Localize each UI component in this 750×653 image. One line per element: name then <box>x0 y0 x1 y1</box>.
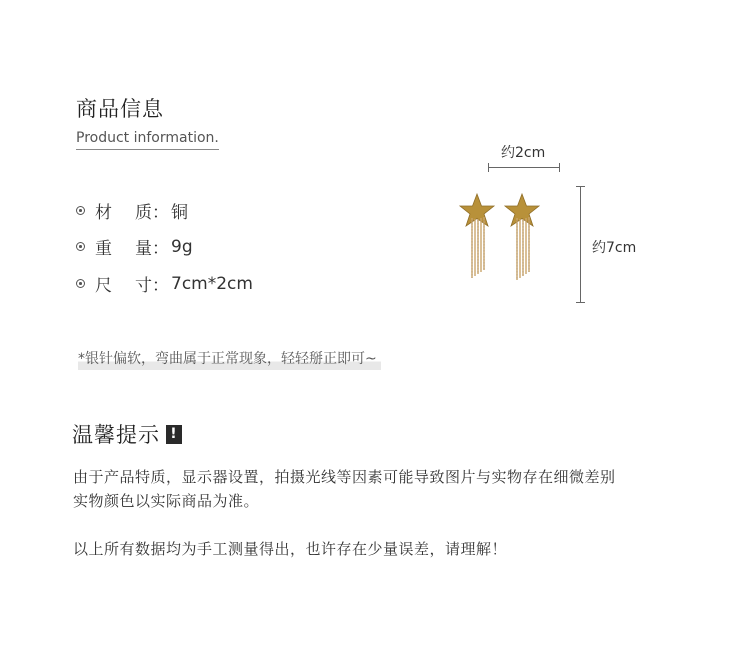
spec-label: 重 量： <box>95 239 169 259</box>
care-note: *银针偏软，弯曲属于正常现象，轻轻掰正即可~ <box>78 348 381 370</box>
spec-label: 材 质： <box>95 203 169 223</box>
spec-row-material <box>76 198 188 223</box>
spec-value: 7cm*2cm <box>171 273 253 294</box>
page-title: 商品信息 <box>76 97 164 121</box>
height-dimension-line <box>580 186 581 303</box>
tips-line: 由于产品特质，显示器设置，拍摄光线等因素可能导致图片与实物存在细微差别 <box>73 468 616 486</box>
spec-value: 铜 <box>171 203 188 223</box>
tips-paragraph-1 <box>73 465 616 513</box>
warning-icon: ! <box>166 425 182 444</box>
height-dimension-label: 约7cm <box>592 240 637 256</box>
bullet-icon <box>76 279 85 288</box>
bullet-icon <box>76 242 85 251</box>
spec-row-size <box>76 271 253 296</box>
tips-paragraph-2: 以上所有数据均为手工测量得出，也许存在少量误差，请理解！ <box>73 540 508 558</box>
left-earring <box>460 194 494 278</box>
spec-label: 尺 寸： <box>95 276 169 296</box>
width-dimension-line <box>488 167 560 168</box>
right-earring <box>505 194 539 280</box>
earrings-product-image <box>455 190 545 286</box>
tips-title: 温馨提示 <box>72 423 160 447</box>
width-dimension-label: 约2cm <box>501 145 546 161</box>
spec-value: 9g <box>171 236 193 257</box>
tips-line: 实物颜色以实际商品为准。 <box>73 492 260 510</box>
spec-row-weight <box>76 234 193 259</box>
bullet-icon <box>76 206 85 215</box>
page-subtitle: Product information. <box>76 130 219 150</box>
tips-heading <box>72 419 182 449</box>
